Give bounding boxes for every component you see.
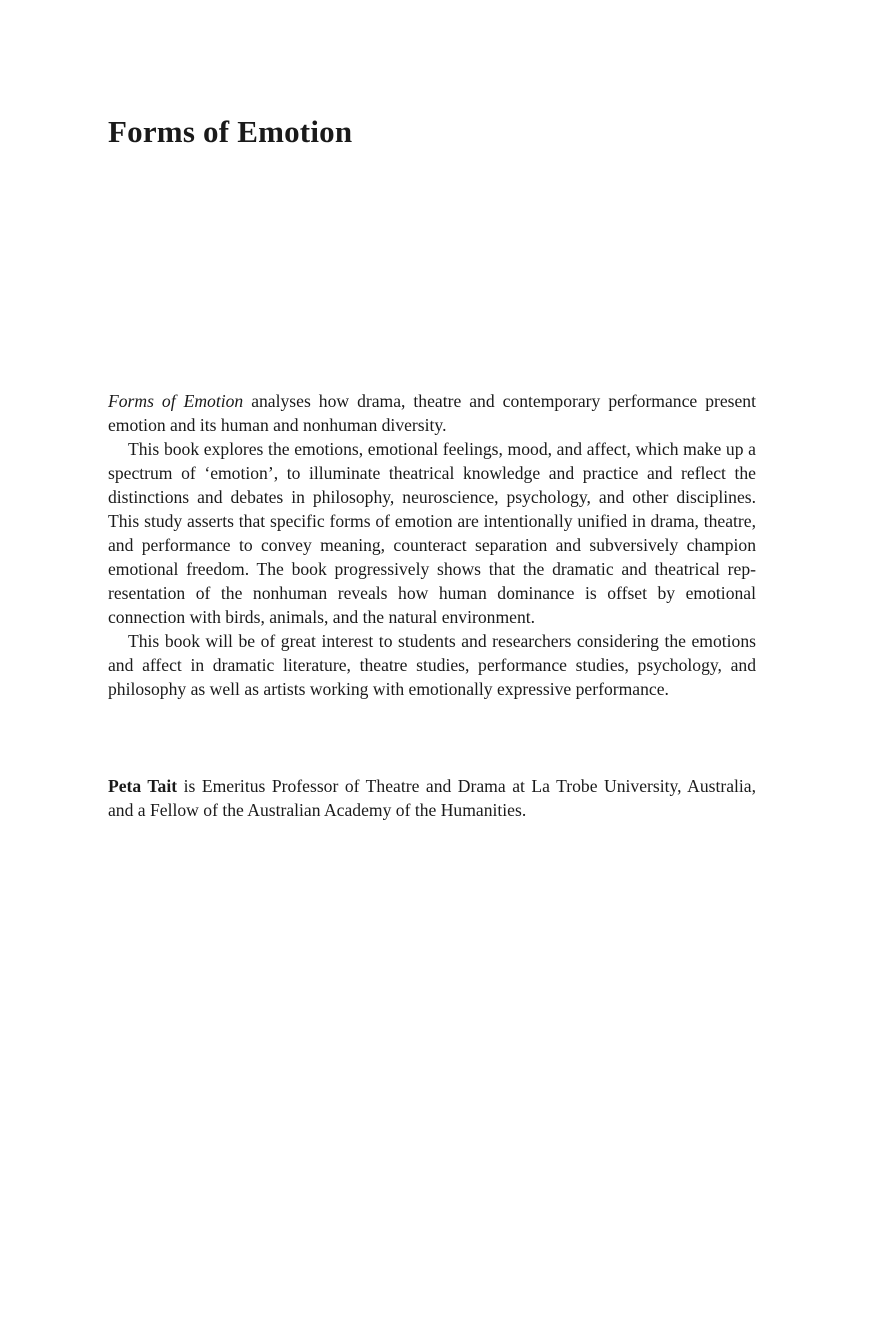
author-bio-text: is Emeritus Professor of Theatre and Drama at La Trobe University, Australia, and a Fellow of the Australian Academy of the Humanities.	[108, 776, 756, 820]
book-description	[108, 389, 756, 701]
description-paragraph-3: This book will be of great interest to students and researchers considering the emotions and affect in dramatic literature, theatre studies, performance studies, psychology, and philosophy as well as artists working with emotionally expressive performance.	[108, 631, 756, 699]
page-title: Forms of Emotion	[108, 114, 353, 149]
description-paragraph-2: This book explores the emotions, emotional feelings, mood, and affect, which make up a spectrum of ‘emotion’, to illuminate theatrical knowledge and practice and reflect the distinctions and debates in philosophy, neuroscience, psychology, and other disciplines. This study asserts that specific forms of emotion are intentionally unified in drama, theatre, and performance to convey meaning, counteract separation and subversively champion emotional freedom. The book progressively shows that the dramatic and theatrical representation of the nonhuman reveals how human dominance is offset by emotional connection with birds, animals, and the natural environment.	[108, 439, 756, 627]
description-paragraph-1	[108, 389, 756, 437]
author-bio	[108, 774, 756, 822]
description-paragraph-1-text: analyses how drama, theatre and contemporary performance present emotion and its human and nonhuman diversity.	[108, 391, 756, 435]
book-title-italic: Forms of Emotion	[108, 391, 244, 411]
author-name: Peta Tait	[108, 776, 178, 796]
